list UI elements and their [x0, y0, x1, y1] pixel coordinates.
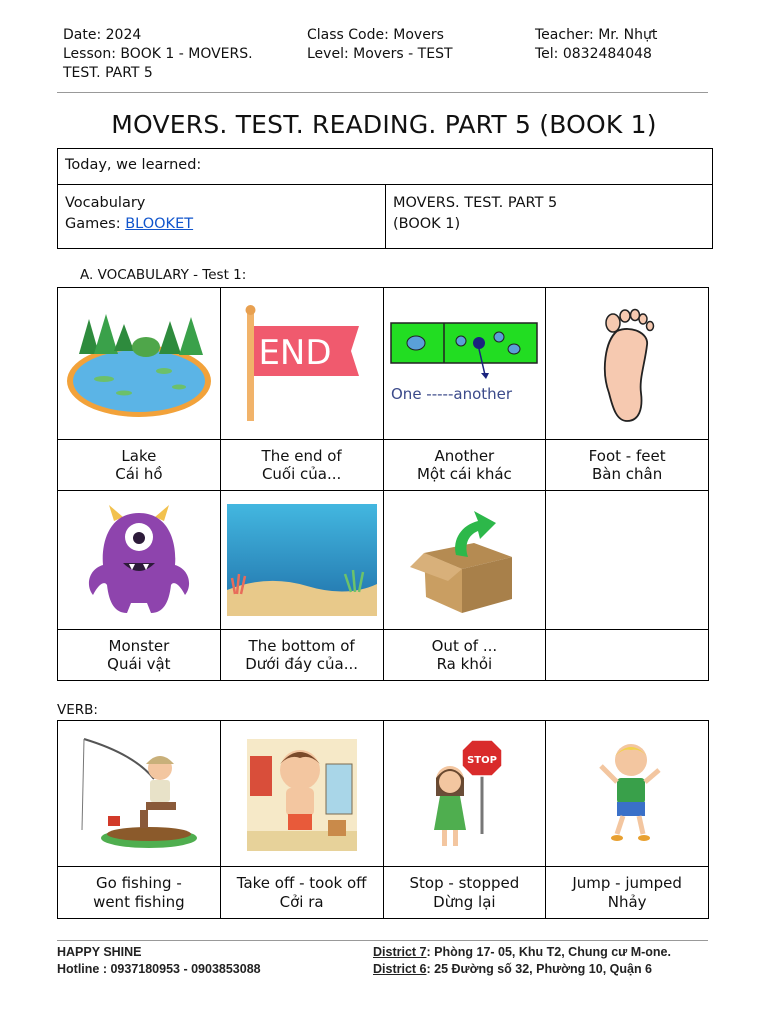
footer-divider	[57, 940, 708, 941]
teacher-text: Teacher: Mr. Nhựt	[535, 27, 658, 43]
vocab-table	[57, 287, 709, 681]
vocab-word: Foot - feet	[588, 446, 666, 465]
vocab-word: The bottom of	[248, 636, 355, 655]
verb-caption	[546, 867, 709, 919]
vocab-word: Monster	[108, 636, 170, 655]
verb-meaning: Nhảy	[607, 892, 647, 911]
games-label: Games:	[65, 216, 121, 232]
verb-word: Stop - stopped	[409, 874, 520, 892]
brand-name: HAPPY SHINE	[57, 945, 142, 959]
verb-section-heading: VERB:	[57, 702, 98, 718]
vocab-section-heading: A. VOCABULARY - Test 1:	[80, 267, 247, 283]
vocab-caption	[546, 440, 709, 491]
vocab-meaning: Cuối của...	[261, 465, 342, 483]
vocab-image-cell	[58, 491, 221, 630]
topic-cell	[385, 184, 713, 249]
verb-meaning: Cởi ra	[279, 892, 324, 911]
vocab-caption	[220, 440, 383, 491]
vocab-meaning: Cái hồ	[115, 465, 163, 483]
date-text: Date: 2024	[63, 27, 142, 43]
verb-word: Take off - took off	[236, 874, 367, 892]
vocab-meaning: Bàn chân	[592, 465, 663, 483]
learned-heading-cell	[57, 148, 713, 185]
district-6-label: District 6	[373, 962, 427, 976]
verb-image-cell	[546, 721, 709, 867]
blooket-link[interactable]: BLOOKET	[125, 216, 194, 232]
header-middle	[307, 26, 453, 64]
verb-caption	[58, 867, 221, 919]
vocab-word: Lake	[121, 446, 157, 465]
vocab-image-cell	[220, 491, 383, 630]
vocab-image-cell	[546, 288, 709, 440]
verb-image-cell	[220, 721, 383, 867]
verb-image-cell	[383, 721, 546, 867]
jumping-boy-icon	[587, 736, 667, 851]
district-7-label: District 7	[373, 945, 427, 959]
fishing-girl-icon	[74, 734, 204, 854]
vocab-meaning: Ra khỏi	[436, 655, 493, 673]
vocab-caption	[220, 630, 383, 681]
vocab-word: The end of	[261, 446, 342, 465]
district-6-address: : 25 Đường số 32, Phường 10, Quận 6	[426, 962, 653, 976]
vocab-caption-empty	[546, 630, 709, 681]
class-code-text: Class Code: Movers	[307, 27, 444, 43]
another-diagram-icon	[389, 319, 539, 409]
level-text: Level: Movers - TEST	[307, 46, 453, 62]
vocab-meaning: Dưới đáy của...	[245, 655, 359, 673]
header-left	[63, 26, 253, 83]
vocab-caption	[58, 630, 221, 681]
vocab-image-cell-empty	[546, 491, 709, 630]
page-title: MOVERS. TEST. READING. PART 5 (BOOK 1)	[111, 110, 657, 139]
topic-line-1: MOVERS. TEST. PART 5	[393, 195, 558, 211]
lake-icon	[64, 309, 214, 419]
verb-caption	[383, 867, 546, 919]
hotline-text: Hotline : 0937180953 - 0903853088	[57, 962, 261, 976]
header-right	[535, 26, 657, 64]
vocab-caption	[383, 630, 546, 681]
vocabulary-label: Vocabulary	[65, 195, 146, 211]
vocab-meaning: Quái vật	[107, 655, 171, 673]
footer-left	[57, 944, 261, 978]
verb-image-cell	[58, 721, 221, 867]
end-flag-icon	[237, 304, 367, 424]
verb-meaning: Dừng lại	[433, 892, 496, 911]
boy-taking-off-icon	[242, 734, 362, 854]
district-7-address: : Phòng 17- 05, Khu T2, Chung cư M-one.	[426, 945, 671, 959]
vocab-word: Out of ...	[431, 636, 498, 655]
lesson-text-line2: TEST. PART 5	[63, 65, 153, 81]
header-divider	[57, 92, 708, 93]
monster-icon	[79, 503, 199, 618]
tel-text: Tel: 0832484048	[535, 46, 652, 62]
verb-word: Jump - jumped	[572, 874, 682, 892]
verb-caption	[220, 867, 383, 919]
vocab-image-cell	[58, 288, 221, 440]
vocab-word: Another	[434, 446, 495, 465]
stop-sign-text: STOP	[467, 754, 498, 766]
footer-right	[373, 944, 671, 978]
vocab-image-cell	[383, 491, 546, 630]
out-of-box-icon	[404, 505, 524, 615]
verb-table	[57, 720, 709, 919]
foot-icon	[587, 301, 667, 426]
lesson-text: Lesson: BOOK 1 - MOVERS.	[63, 46, 253, 62]
topic-line-2: (BOOK 1)	[393, 216, 461, 232]
another-diagram-text: One -----another	[391, 384, 513, 403]
stop-sign-girl-icon	[414, 734, 514, 854]
end-flag-text: END	[258, 332, 332, 373]
vocab-caption	[58, 440, 221, 491]
vocab-caption	[383, 440, 546, 491]
vocab-image-cell	[220, 288, 383, 440]
vocab-games-cell	[57, 184, 386, 249]
vocab-meaning: Một cái khác	[416, 465, 512, 483]
learned-heading: Today, we learned:	[65, 157, 202, 173]
vocab-image-cell	[383, 288, 546, 440]
verb-meaning: went fishing	[93, 892, 185, 911]
verb-word: Go fishing -	[96, 874, 182, 892]
sea-bottom-icon	[227, 504, 377, 616]
